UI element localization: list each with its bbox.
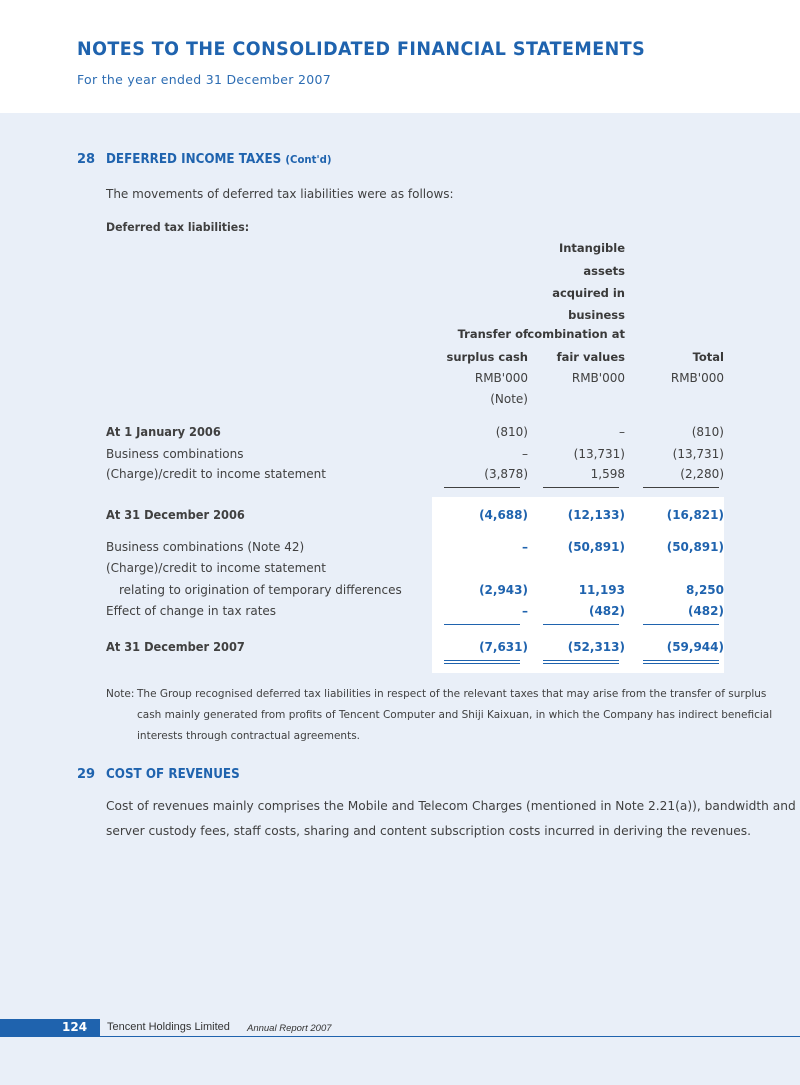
row-label: At 1 January 2006 (106, 425, 221, 439)
row-label: relating to origination of temporary differences (119, 583, 402, 597)
cell: – (522, 447, 528, 461)
subtotal-rule (643, 487, 719, 488)
subtotal-rule (543, 487, 619, 488)
col2-header-line6: fair values (556, 350, 625, 364)
cell: (482) (687, 604, 724, 618)
col3-header: Total (692, 350, 724, 364)
section-number: 28 (77, 152, 96, 167)
section-title-suffix: (Cont'd) (285, 153, 332, 166)
col2-header-line3: acquired in (552, 286, 625, 300)
col1-header-line1: Transfer of (457, 327, 528, 341)
cell: (810) (495, 425, 528, 439)
cell: 1,598 (590, 467, 625, 481)
subtotal-rule (543, 624, 619, 625)
col1-unit: RMB'000 (474, 371, 528, 385)
col1-note-marker: (Note) (490, 392, 528, 406)
col2-header-line1: Intangible (558, 241, 625, 255)
cell: – (522, 604, 528, 618)
cell: (4,688) (479, 508, 528, 522)
page-title: NOTES TO THE CONSOLIDATED FINANCIAL STATEMENTS (77, 38, 646, 60)
section-number: 29 (77, 767, 96, 782)
cell: 8,250 (686, 583, 724, 597)
body-paragraph-line: server custody fees, staff costs, sharing and content subscription costs incurred in deriving the revenues. (106, 824, 751, 838)
page-number: 124 (62, 1020, 88, 1034)
cell: (482) (588, 604, 625, 618)
cell: (50,891) (666, 540, 724, 554)
cell: (7,631) (479, 640, 528, 654)
col2-unit: RMB'000 (571, 371, 625, 385)
total-rule (543, 663, 619, 664)
cell: (59,944) (666, 640, 724, 654)
section-title-text: DEFERRED INCOME TAXES (106, 152, 282, 167)
cell: (2,943) (479, 583, 528, 597)
note-label: Note: (106, 688, 135, 700)
footer-report: Annual Report 2007 (247, 1023, 332, 1034)
col3-unit: RMB'000 (670, 371, 724, 385)
subtotal-rule (444, 487, 520, 488)
cell: (13,731) (672, 447, 724, 461)
col2-header-line4: business (568, 308, 625, 322)
section-title (106, 152, 331, 167)
table-subheading: Deferred tax liabilities: (106, 220, 250, 234)
subtotal-rule (444, 624, 520, 625)
cell: – (619, 425, 625, 439)
footer-rule (100, 1036, 800, 1037)
subtotal-rule (643, 624, 719, 625)
section-title: COST OF REVENUES (106, 767, 240, 782)
total-rule (643, 663, 719, 664)
footer-company: Tencent Holdings Limited (107, 1021, 230, 1033)
total-rule (643, 660, 719, 661)
cell: (2,280) (680, 467, 724, 481)
cell: (16,821) (666, 508, 724, 522)
row-label: Effect of change in tax rates (106, 604, 277, 618)
page-subtitle: For the year ended 31 December 2007 (77, 72, 331, 87)
note-line: cash mainly generated from profits of Tencent Computer and Shiji Kaixuan, in which the Company has indirect beneficial (137, 709, 773, 721)
cell: (12,133) (567, 508, 625, 522)
page-header (0, 0, 800, 113)
intro-text: The movements of deferred tax liabilities were as follows: (106, 187, 454, 201)
row-label: (Charge)/credit to income statement (106, 561, 326, 575)
total-rule (444, 663, 520, 664)
cell: – (522, 540, 528, 554)
col2-header-line5: combination at (527, 327, 625, 341)
note-line: The Group recognised deferred tax liabilities in respect of the relevant taxes that may arise from the transfer of surplus (137, 688, 767, 700)
cell: (13,731) (573, 447, 625, 461)
total-rule (444, 660, 520, 661)
row-label: Business combinations (Note 42) (106, 540, 305, 554)
col1-header-line2: surplus cash (446, 350, 528, 364)
body-paragraph-line: Cost of revenues mainly comprises the Mobile and Telecom Charges (mentioned in Note 2.21(a)), bandwidth and (106, 799, 796, 813)
row-label: At 31 December 2006 (106, 508, 245, 522)
row-label: Business combinations (106, 447, 244, 461)
total-rule (543, 660, 619, 661)
cell: (3,878) (484, 467, 528, 481)
cell: (810) (691, 425, 724, 439)
cell: (52,313) (567, 640, 625, 654)
cell: 11,193 (578, 583, 625, 597)
row-label: At 31 December 2007 (106, 640, 245, 654)
note-line: interests through contractual agreements. (137, 730, 361, 742)
cell: (50,891) (567, 540, 625, 554)
row-label: (Charge)/credit to income statement (106, 467, 326, 481)
col2-header-line2: assets (583, 264, 625, 278)
